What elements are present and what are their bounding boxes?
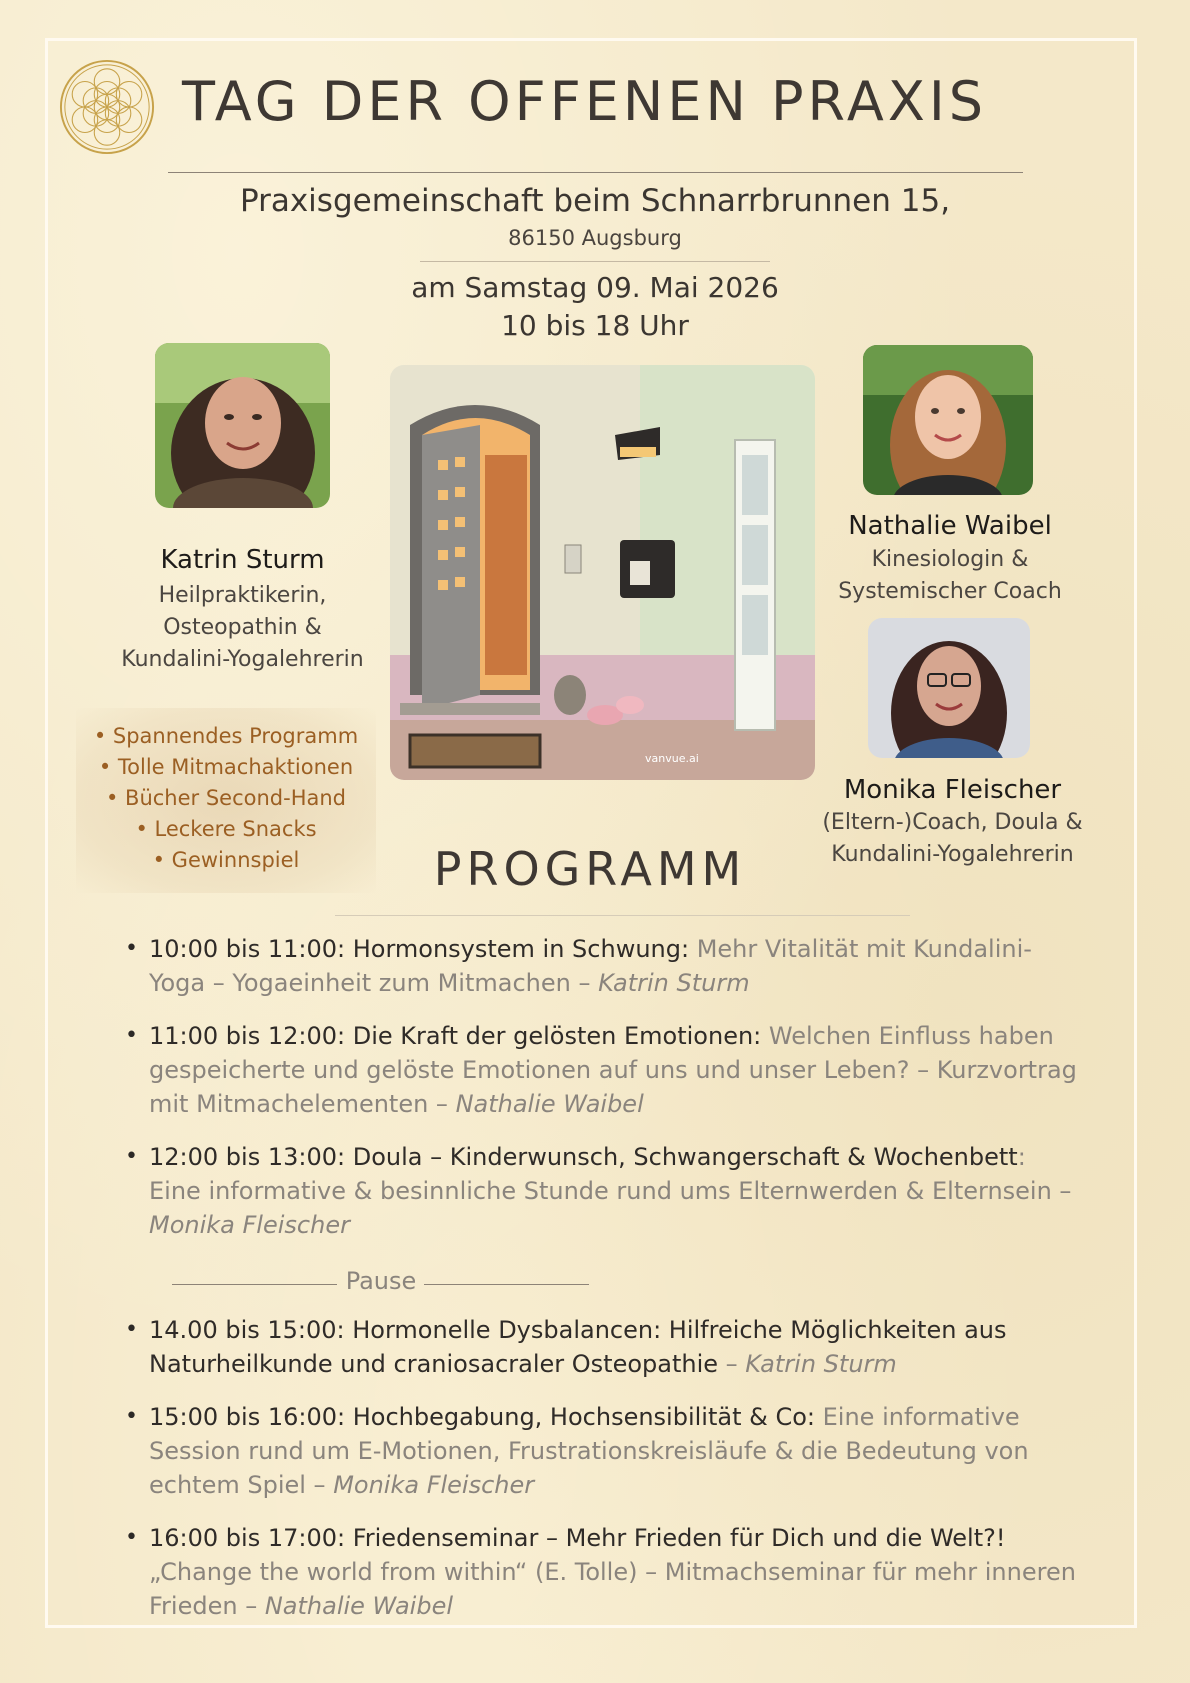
katrin-sturm-role-3: Kundalini-Yogalehrerin [121, 647, 364, 672]
bullet-icon: • [125, 1023, 138, 1048]
bullet-icon: • [125, 1404, 138, 1429]
katrin-sturm-role-1: Heilpraktikerin, [158, 583, 327, 608]
program-description: Mehr Vitalität mit Kundalini- Yoga – Yogaeinheit zum Mitmachen – [149, 935, 1032, 997]
highlight-item: • Leckere Snacks [135, 817, 317, 841]
program-description: Welchen Einfluss haben gespeicherte und gelöste Emotionen auf uns und unser Leben? – Kurzvortrag mit Mitmachelementen – [149, 1022, 1077, 1118]
monika-fleischer-photo [868, 618, 1030, 758]
flower-of-life-icon [58, 58, 156, 156]
program-time-title: 10:00 bis 11:00: Hormonsystem in Schwung: [149, 935, 690, 963]
title-divider [168, 172, 1023, 173]
program-time-title: 12:00 bis 13:00: Doula – Kinderwunsch, Schwangerschaft & Wochenbett [149, 1143, 1018, 1171]
pause-label: Pause [345, 1267, 417, 1295]
nathalie-waibel-role-2: Systemischer Coach [838, 579, 1062, 604]
katrin-sturm-role-2: Osteopathin & [163, 615, 322, 640]
monika-fleischer-name: Monika Fleischer [843, 775, 1062, 805]
program-speaker: Monika Fleischer [149, 1211, 350, 1239]
program-speaker: Monika Fleischer [333, 1471, 535, 1499]
bullet-icon: • [125, 936, 138, 961]
monika-fleischer-role-1: (Eltern-)Coach, Doula & [822, 810, 1083, 835]
event-date: am Samstag 09. Mai 2026 [411, 271, 779, 304]
katrin-sturm-name: Katrin Sturm [160, 545, 325, 575]
bullet-icon: • [125, 1144, 138, 1169]
bullet-icon: • [125, 1317, 138, 1342]
nathalie-waibel-photo [863, 345, 1033, 495]
program-time-title: 15:00 bis 16:00: Hochbegabung, Hochsensibilität & Co: [149, 1403, 815, 1431]
highlight-item: • Spannendes Programm [93, 724, 359, 748]
program-description: „Change the world from within“ (E. Tolle) – Mitmachseminar für mehr inneren Frieden – [149, 1558, 1076, 1620]
program-speaker: Nathalie Waibel [455, 1090, 644, 1118]
program-speaker: Katrin Sturm [598, 969, 750, 997]
programm-divider [335, 915, 910, 916]
page-title: TAG DER OFFENEN PRAXIS [182, 70, 988, 133]
program-time-title: 14.00 bis 15:00: Hormonelle Dysbalancen: Hilfreiche Möglichkeiten aus Naturheilkunde und craniosacraler Osteopathie [149, 1316, 1007, 1378]
bullet-icon: • [125, 1525, 138, 1550]
program-description: Eine informative Session rund um E-Motionen, Frustrationskreisläufe & die Bedeutung von echtem Spiel – [149, 1403, 1029, 1499]
nathalie-waibel-role-1: Kinesiologin & [871, 547, 1029, 572]
program-time-title: 16:00 bis 17:00: Friedenseminar – Mehr Frieden für Dich und die Welt?! [149, 1524, 1006, 1552]
door-image-caption: vanvue.ai [645, 752, 699, 765]
highlight-item: • Gewinnspiel [152, 848, 300, 872]
highlight-item: • Tolle Mitmachaktionen [98, 755, 354, 779]
program-time-title: 11:00 bis 12:00: Die Kraft der gelösten Emotionen: [149, 1022, 762, 1050]
program-speaker: Katrin Sturm [745, 1350, 897, 1378]
open-door-illustration [390, 365, 815, 780]
address-line: Praxisgemeinschaft beim Schnarrbrunnen 15, [239, 183, 951, 219]
programm-heading: PROGRAMM [433, 842, 747, 896]
monika-fleischer-role-2: Kundalini-Yogalehrerin [831, 842, 1074, 867]
zip-city: 86150 Augsburg [508, 226, 682, 250]
highlights-box [76, 708, 376, 893]
program-description: – [718, 1350, 746, 1378]
pause-separator [172, 1267, 592, 1301]
highlight-item: • Bücher Second-Hand [105, 786, 347, 810]
katrin-sturm-photo [155, 343, 330, 508]
nathalie-waibel-name: Nathalie Waibel [848, 511, 1052, 541]
program-description: : Eine informative & besinnliche Stunde rund ums Elternwerden & Elternsein – [149, 1143, 1072, 1205]
pause-line-right [424, 1284, 589, 1285]
pause-line-left [172, 1284, 337, 1285]
program-speaker: Nathalie Waibel [264, 1592, 454, 1620]
event-hours: 10 bis 18 Uhr [501, 309, 689, 342]
address-divider [420, 261, 770, 262]
